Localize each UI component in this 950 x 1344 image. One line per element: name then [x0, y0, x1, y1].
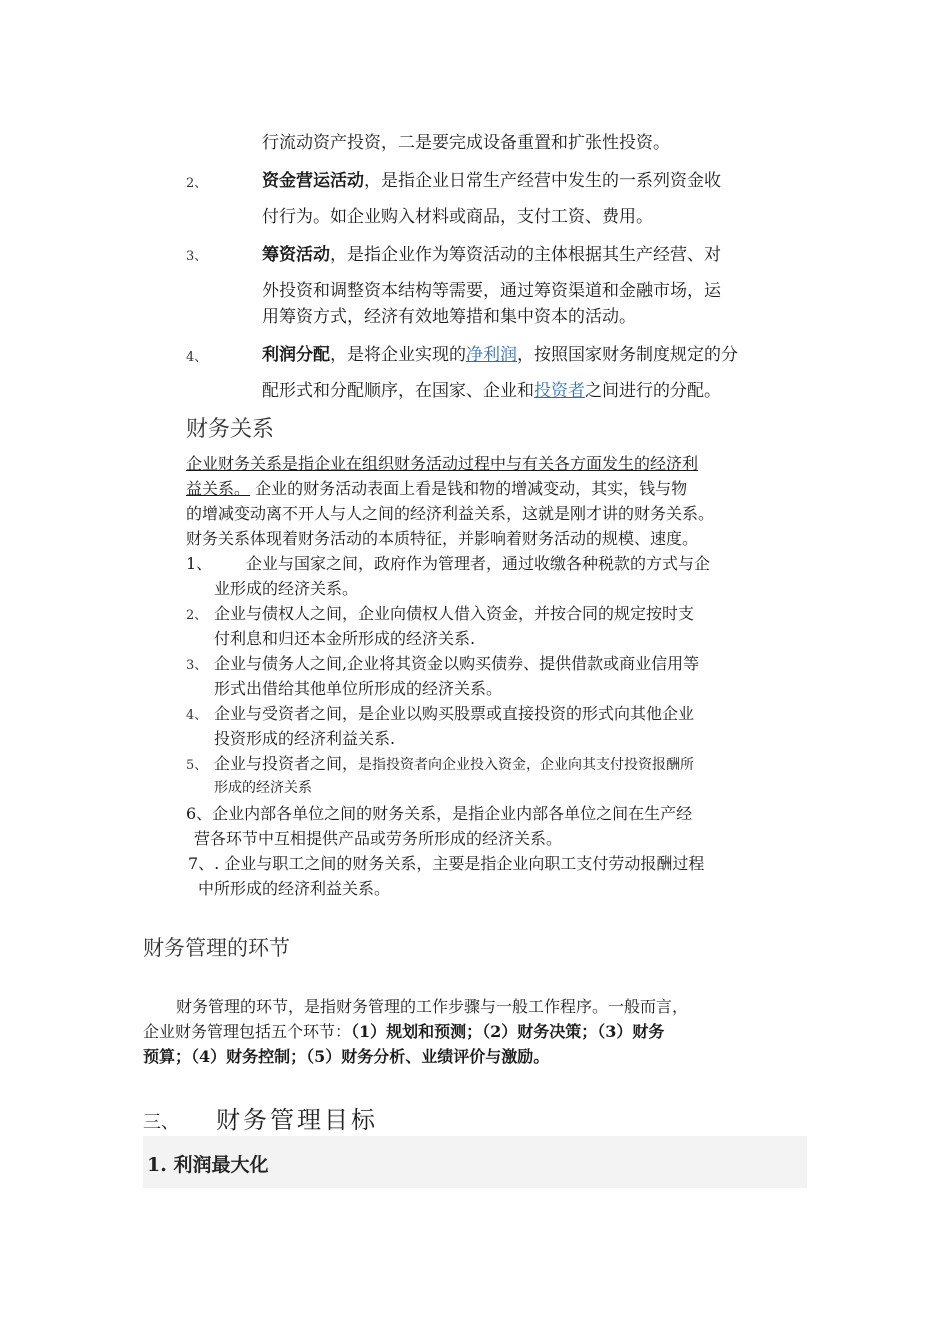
list-item-line: 7、. 企业与职工之间的财务关系，主要是指企业向职工支付劳动报酬过程 [188, 854, 705, 873]
top-line0: 行流动资产投资，二是要完成设备重置和扩张性投资。 [262, 133, 670, 153]
chapter-number: 三、 [143, 1112, 179, 1133]
intro-line: 财务关系体现着财务活动的本质特征，并影响着财务活动的规模、速度。 [186, 529, 699, 548]
list-item-line [214, 751, 694, 774]
intro-line: 的增减变动离不开人与人之间的经济利益关系，这就是刚才讲的财务关系。 [186, 504, 715, 523]
list-item-line: 用筹资方式，经济有效地筹措和集中资本的活动。 [262, 307, 636, 327]
list-item-line [262, 240, 721, 265]
item-text: ，是将企业实现的 [330, 345, 466, 365]
list-item-line: 营各环节中互相提供产品或劳务所形成的经济关系。 [194, 829, 563, 848]
list-item-line: 企业与债权人之间，企业向债权人借入资金，并按合同的规定按时支 [214, 604, 695, 623]
investor-link[interactable]: 投资者 [534, 381, 585, 401]
subheading-profit-max: 1. 利润最大化 [147, 1154, 269, 1176]
item-text: 是指投资者向企业投入资金，企业向其支付投资报酬所 [358, 757, 695, 773]
list-item-line: 形成的经济关系 [214, 780, 312, 796]
intro-line: 企业财务关系是指企业在组织财务活动过程中与有关各方面发生的经济利 [186, 454, 699, 473]
paragraph-text: 企业财务管理包括五个环节： [143, 1022, 352, 1041]
chapter-heading: 财务管理目标 [216, 1106, 378, 1134]
item-text: ，按照国家财务制度规定的分 [517, 345, 738, 365]
item-term: 利润分配 [262, 345, 330, 365]
list-item-line: 企业与国家之间，政府作为管理者，通过收缴各种税款的方式与企 [246, 554, 711, 573]
section-heading-links: 财务管理的环节 [143, 936, 290, 960]
item-term: 资金营运活动 [262, 171, 364, 191]
list-item-line [262, 340, 738, 365]
list-item-line: 付利息和归还本金所形成的经济关系. [214, 629, 476, 648]
net-profit-link[interactable]: 净利润 [466, 345, 517, 365]
list-item-line: 6、企业内部各单位之间的财务关系，是指企业内部各单位之间在生产经 [186, 804, 693, 823]
list-item-line: 中所形成的经济利益关系。 [198, 879, 391, 898]
paragraph-line: 预算；（4）财务控制；（5）财务分析、业绩评价与激励。 [143, 1047, 550, 1066]
list-item-line: 形式出借给其他单位所形成的经济关系。 [214, 679, 503, 698]
item-number: 2、 [186, 608, 208, 623]
item-number: 4、 [186, 708, 208, 723]
item-text: 配形式和分配顺序，在国家、企业和 [262, 381, 534, 401]
intro-underlined: 益关系。 [186, 479, 251, 498]
intro-line [186, 476, 687, 499]
item-text: 之间进行的分配。 [585, 381, 721, 401]
paragraph-bold: （1）规划和预测；（2）财务决策；（3）财务 [351, 1022, 665, 1041]
intro-text: 企业的财务活动表面上看是钱和物的增减变动，其实，钱与物 [250, 479, 688, 498]
paragraph-line: 财务管理的环节，是指财务管理的工作步骤与一般工作程序。一般而言， [176, 997, 689, 1016]
item-text: ，是指企业日常生产经营中发生的一系列资金收 [364, 171, 721, 191]
list-item-line: 企业与债务人之间,企业将其资金以购买债券、提供借款或商业信用等 [214, 654, 700, 673]
item-number: 4、 [186, 350, 208, 365]
item-text: 企业与投资者之间， [214, 754, 359, 773]
list-item-line: 投资形成的经济利益关系. [214, 729, 396, 748]
section-heading-relations: 财务关系 [186, 417, 275, 442]
item-number: 5、 [186, 758, 208, 773]
paragraph-line [143, 1019, 664, 1042]
list-item-line: 企业与受资者之间，是企业以购买股票或直接投资的形式向其他企业 [214, 704, 695, 723]
item-number: 1、 [186, 554, 213, 573]
list-item-line: 业形成的经济关系。 [214, 579, 359, 598]
list-item-line: 外投资和调整资本结构等需要，通过筹资渠道和金融市场，运 [262, 281, 721, 301]
item-number: 2、 [186, 176, 208, 191]
item-number: 3、 [186, 249, 208, 264]
list-item-line [262, 166, 721, 191]
item-number: 3、 [186, 658, 208, 673]
list-item-line [262, 376, 721, 401]
list-item-line: 付行为。如企业购入材料或商品，支付工资、费用。 [262, 207, 653, 227]
item-text: ，是指企业作为筹资活动的主体根据其生产经营、对 [330, 245, 721, 265]
subheading-bar [143, 1136, 807, 1188]
item-term: 筹资活动 [262, 245, 330, 265]
